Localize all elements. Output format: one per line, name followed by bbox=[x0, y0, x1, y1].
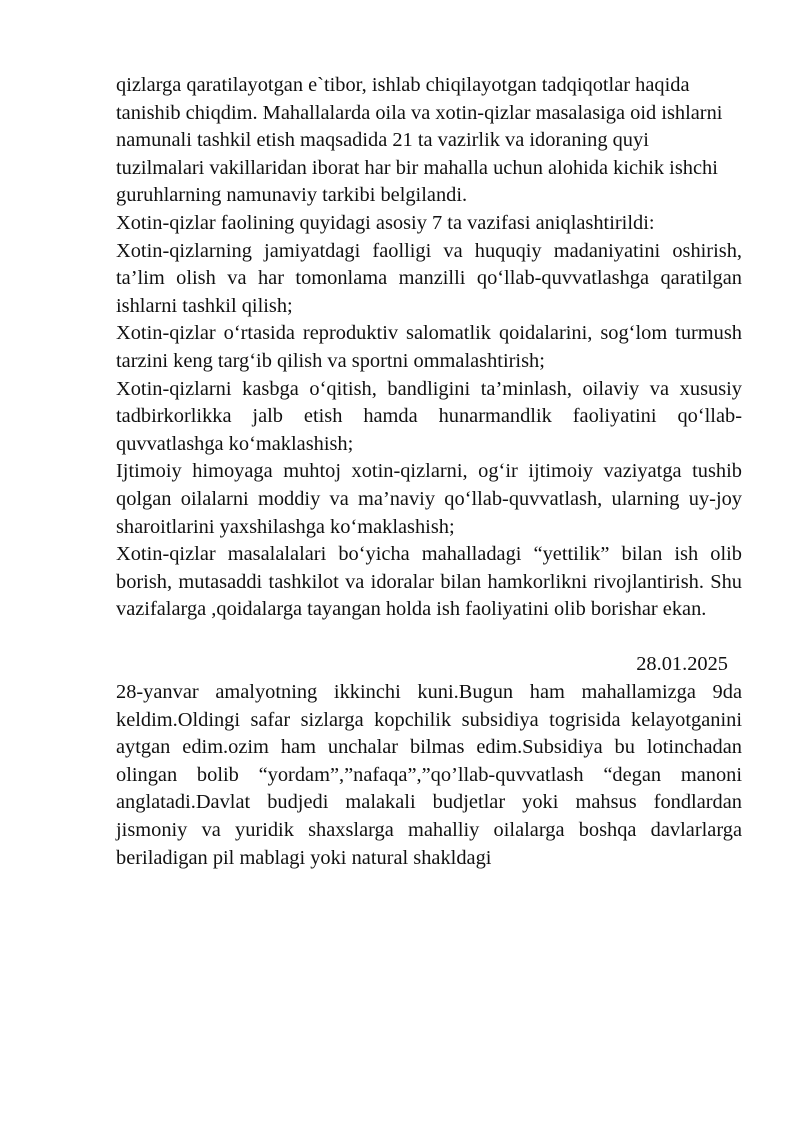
paragraph-task-4: Ijtimoiy himoyaga muhtoj xotin-qizlarni, og‘ir ijtimoiy vaziyatga tushib qolgan oilalarni moddiy va ma’naviy qo‘llab-quvvatlash, ularning uy-joy sharoitlarini yaxshilashga ko‘maklashish; bbox=[116, 460, 742, 538]
paragraph-day-two: 28-yanvar amalyotning ikkinchi kuni.Bugun ham mahallamizga 9da keldim.Oldingi safar sizlarga kopchilik subsidiya togrisida kelayotganini aytgan edim.ozim ham unchalar bilmas edim.Subsidiya bu lotinchadan olingan bolib “yordam”,”nafaqa”,”qo’llab-quvvatlash “degan manoni anglatadi.Davlat budjedi malakali budjetlar yoki mahsus fondlardan jismoniy va yuridik shaxslarga mahalliy oilalarga boshqa davlarlarga beriladigan pil mablagi yoki natural shakldagi bbox=[116, 681, 742, 869]
document-page bbox=[116, 72, 742, 872]
paragraph-intro: qizlarga qaratilayotgan e`tibor, ishlab chiqilayotgan tadqiqotlar haqida tanishib chiqdim. Mahallalarda oila va xotin-qizlar masalasiga oid ishlarni namunali tashkil etish maqsadida 21 ta vazirlik va idoraning quyi tuzilmalari vakillaridan iborat har bir mahalla uchun alohida kichik ishchi guruhlarning namunaviy tarkibi belgilandi. bbox=[116, 74, 723, 207]
entry-date: 28.01.2025 bbox=[636, 653, 728, 676]
blank-line bbox=[116, 624, 742, 652]
paragraph-task-2: Xotin-qizlar o‘rtasida reproduktiv salomatlik qoidalarini, sog‘lom turmush tarzini keng targ‘ib qilish va sportni ommalashtirish; bbox=[116, 322, 742, 372]
paragraph-task-5: Xotin-qizlar masalalalari bo‘yicha mahalladagi “yettilik” bilan ish olib borish, mutasaddi tashkilot va idoralar bilan hamkorlikni rivojlantirish. Shu vazifalarga ,qoidalarga tayangan holda ish faoliyatini olib borishar ekan. bbox=[116, 543, 742, 621]
paragraph-tasks-heading: Xotin-qizlar faolining quyidagi asosiy 7 ta vazifasi aniqlashtirildi: bbox=[116, 211, 655, 234]
paragraph-task-1: Xotin-qizlarning jamiyatdagi faolligi va huquqiy madaniyatini oshirish, ta’lim olish va har tomonlama manzilli qo‘llab-quvvatlashga qaratilgan ishlarni tashkil qilish; bbox=[116, 239, 742, 317]
paragraph-task-3: Xotin-qizlarni kasbga o‘qitish, bandligini ta’minlash, oilaviy va xususiy tadbirkorlikka jalb etish hamda hunarmandlik faoliyatini qo‘llab-quvvatlashga ko‘maklashish; bbox=[116, 377, 742, 455]
